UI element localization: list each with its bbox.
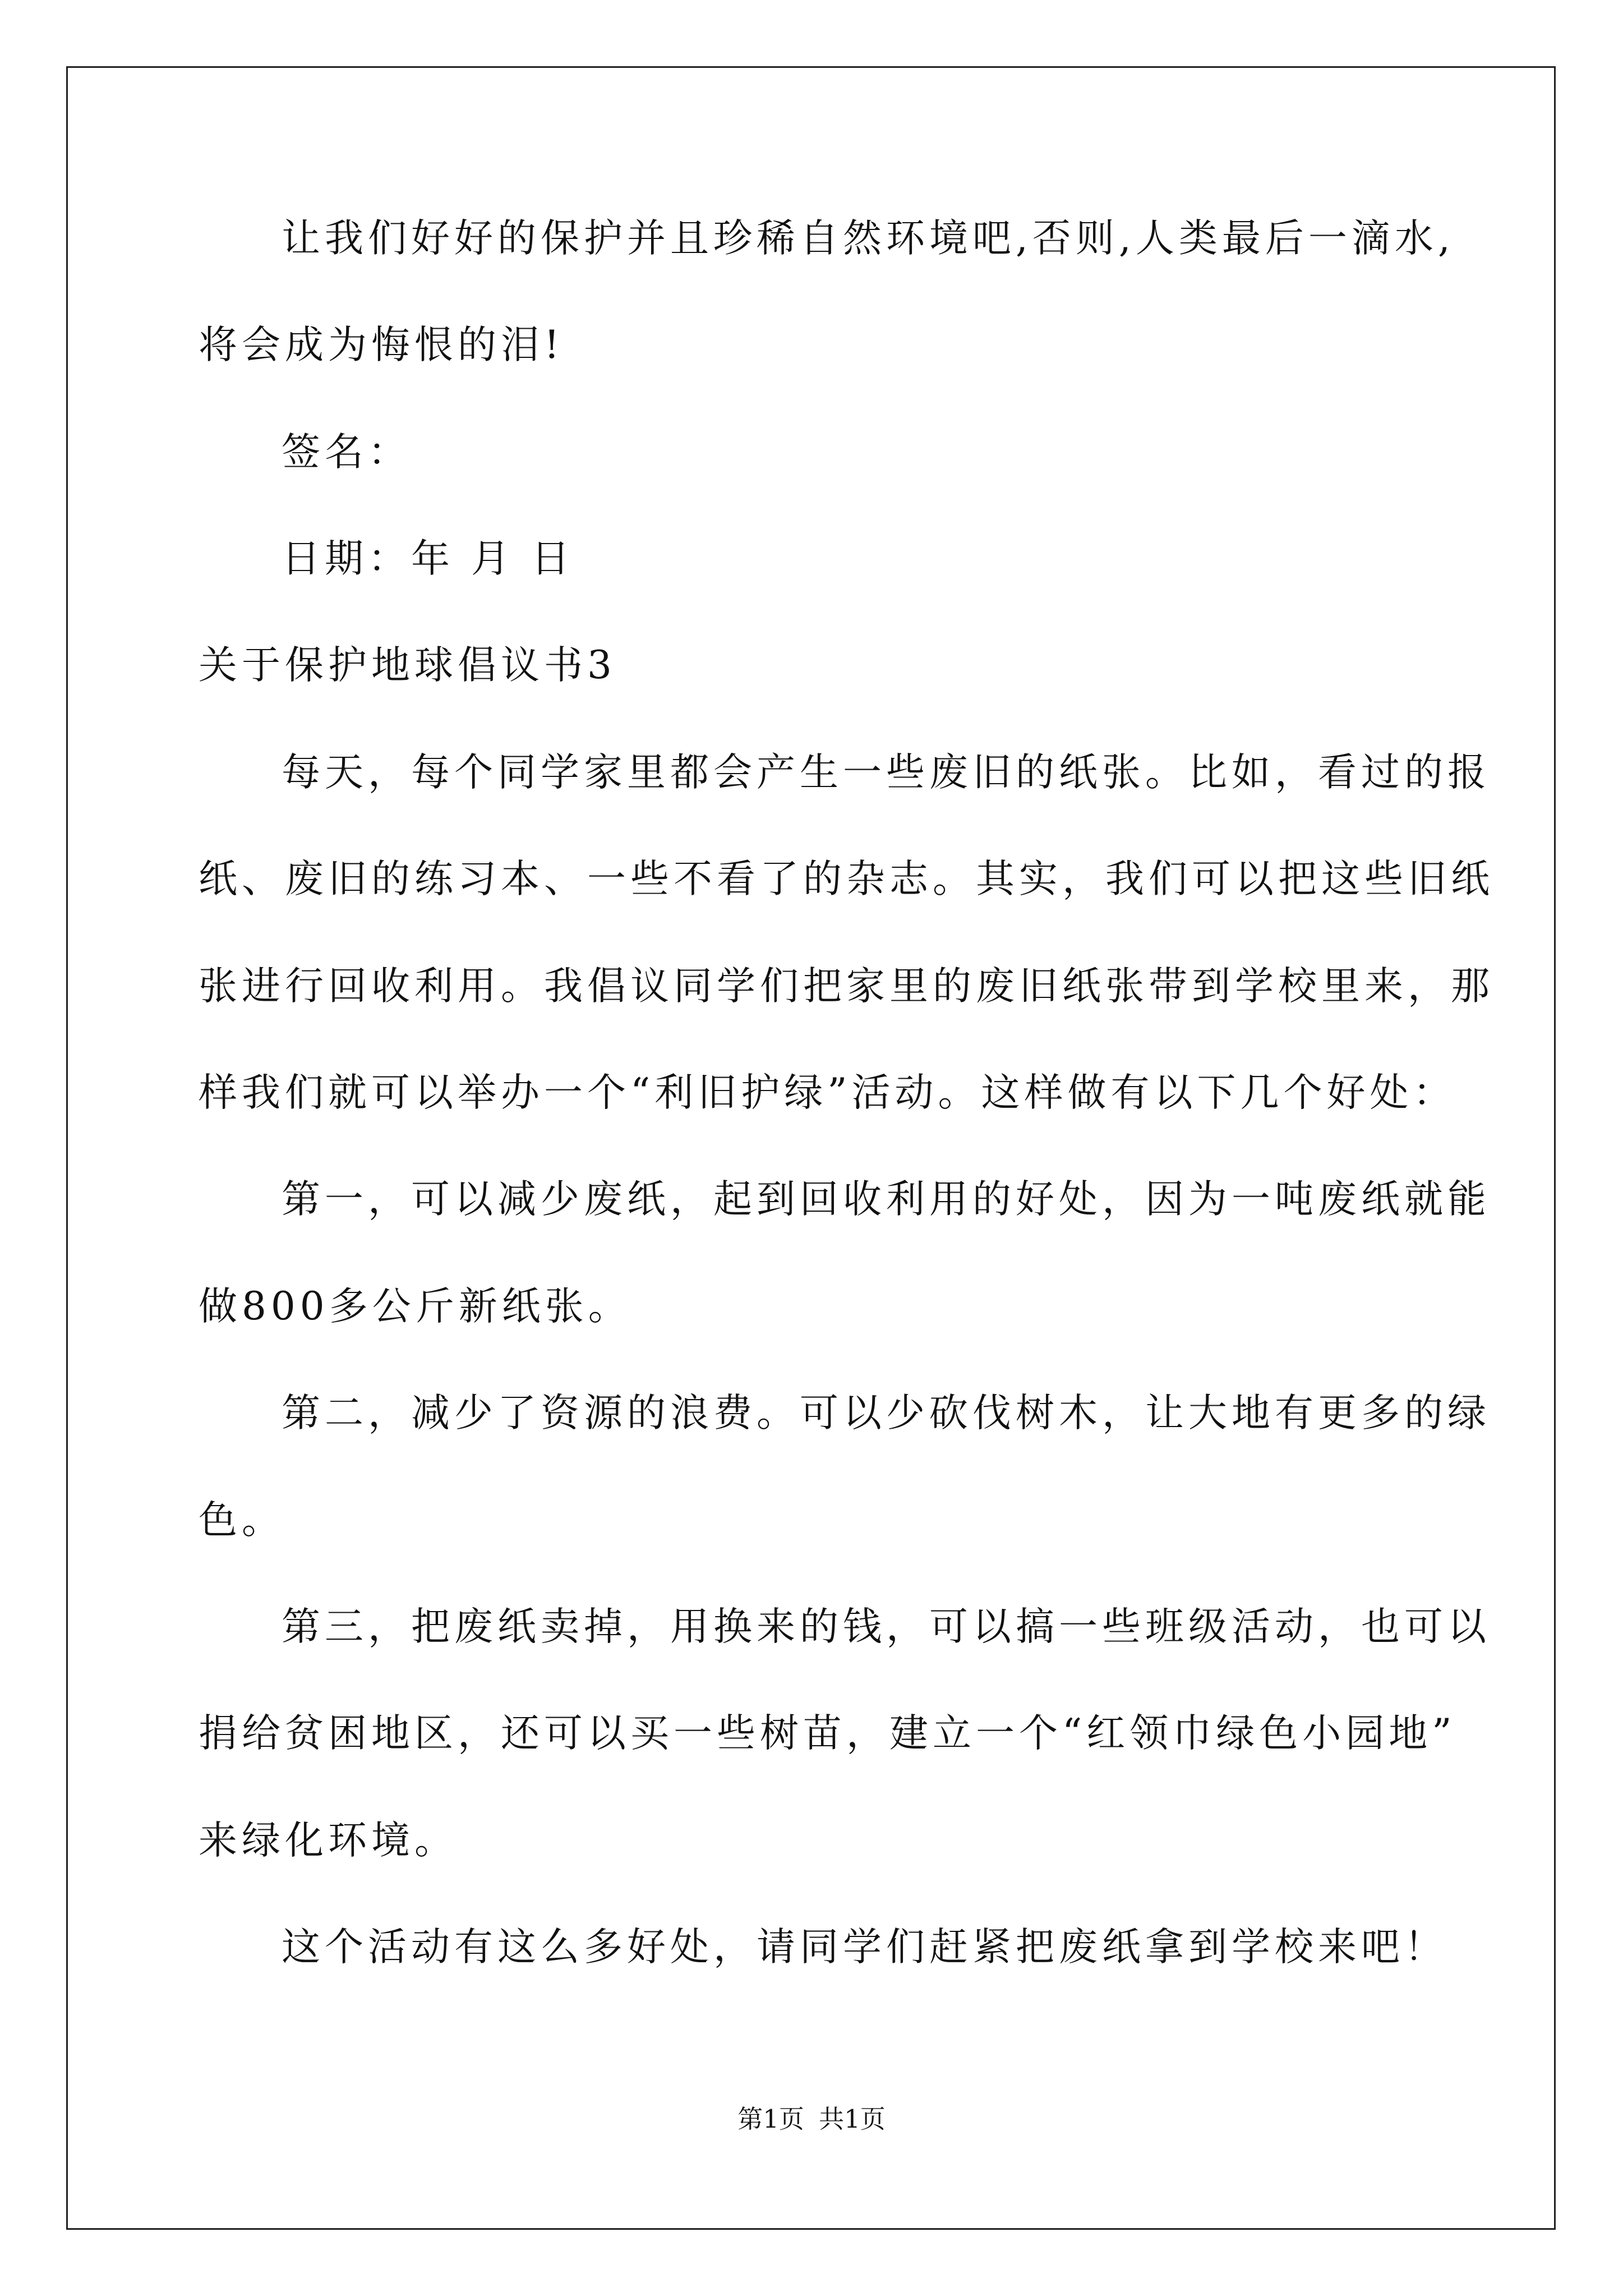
date-label: 日期：年 月 日 <box>282 536 574 581</box>
paragraph-line: 每天，每个同学家里都会产生一些废旧的纸张。比如，看过的报 <box>282 750 1491 795</box>
paragraph-line: 做800多公斤新纸张。 <box>199 1284 631 1329</box>
paragraph-line: 第二，减少了资源的浪费。可以少砍伐树木，让大地有更多的绿 <box>282 1391 1491 1435</box>
paragraph-line: 张进行回收利用。我倡议同学们把家里的废旧纸张带到学校里来，那 <box>199 964 1494 1009</box>
paragraph-line: 纸、废旧的练习本、一些不看了的杂志。其实，我们可以把这些旧纸 <box>199 857 1494 901</box>
page-number: 第1页 <box>737 2104 804 2134</box>
page-border <box>66 66 1556 2230</box>
paragraph-line: 色。 <box>199 1498 285 1543</box>
signature-label: 签名： <box>282 430 411 475</box>
page-total: 共1页 <box>819 2104 886 2134</box>
section-title: 关于保护地球倡议书3 <box>199 643 616 688</box>
paragraph-line: 第三，把废纸卖掉，用换来的钱，可以搞一些班级活动，也可以 <box>282 1604 1491 1649</box>
paragraph-line: 将会成为悔恨的泪! <box>199 323 564 367</box>
paragraph-line: 捐给贫困地区，还可以买一些树苗，建立一个“红领巾绿色小园地” <box>199 1711 1456 1756</box>
paragraph-line: 这个活动有这么多好处，请同学们赶紧把废纸拿到学校来吧！ <box>282 1925 1447 1970</box>
paragraph-line: 第一，可以减少废纸，起到回收利用的好处，因为一吨废纸就能 <box>282 1177 1491 1222</box>
paragraph-line: 来绿化环境。 <box>199 1818 458 1863</box>
paragraph-line: 样我们就可以举办一个“利旧护绿”活动。这样做有以下几个好处： <box>199 1070 1456 1115</box>
page-footer <box>0 2102 1623 2136</box>
paragraph-line: 让我们好好的保护并且珍稀自然环境吧,否则,人类最后一滴水, <box>282 216 1455 261</box>
